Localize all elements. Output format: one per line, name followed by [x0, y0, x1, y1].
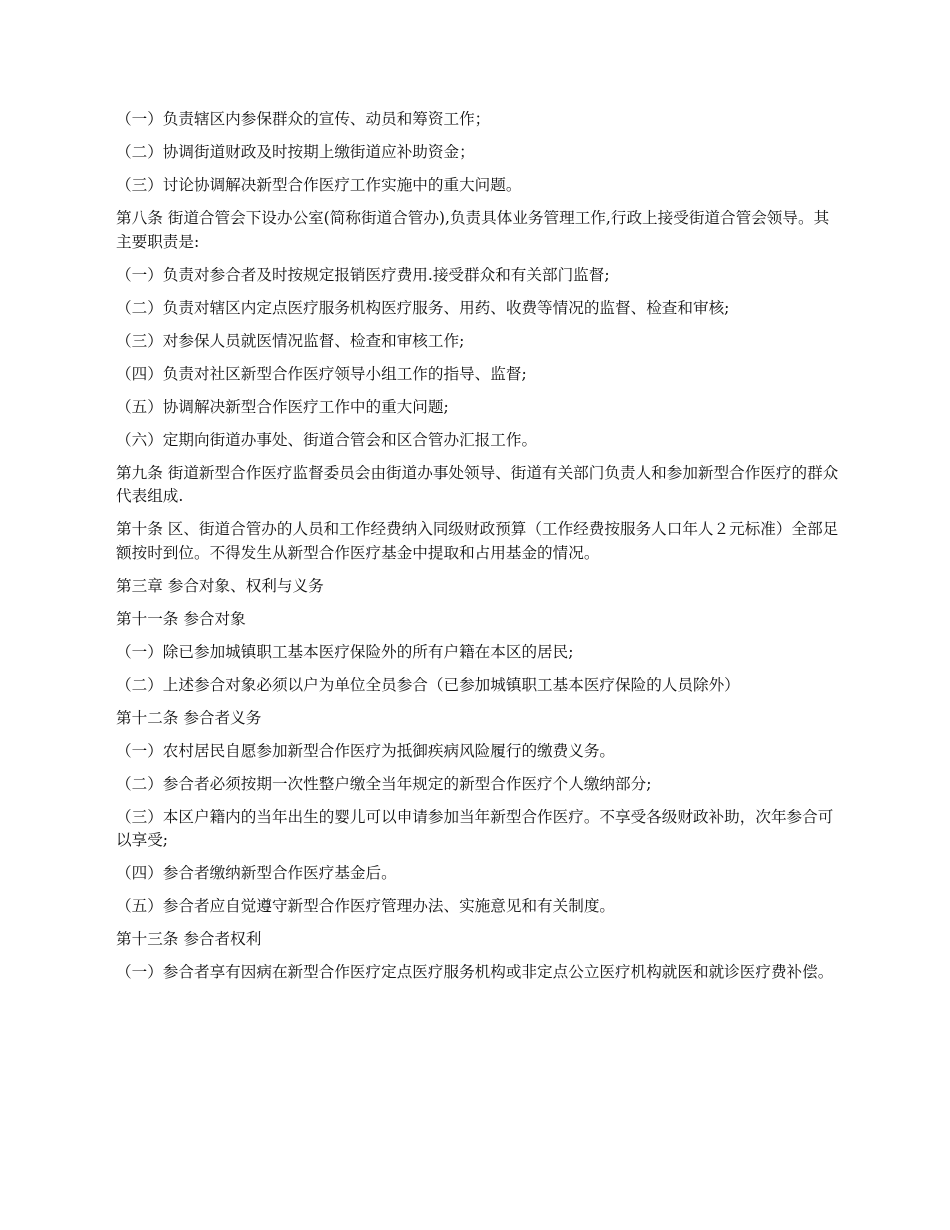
article-heading: 第八条 街道合管会下设办公室(简称街道合管办),负责具体业务管理工作,行政上接受街道合管会领导。其主要职责是: — [116, 209, 830, 251]
article-heading: 第十条 区、街道合管办的人员和工作经费纳入同级财政预算（工作经费按服务人口年人２元标准）全部足额按时到位。不得发生从新型合作医疗基金中提取和占用基金的情况。 — [116, 520, 839, 562]
paragraph: （二）参合者必须按期一次性整户缴全当年规定的新型合作医疗个人缴纳部分; — [116, 774, 652, 793]
paragraph: （四）参合者缴纳新型合作医疗基金后。 — [116, 864, 397, 882]
chapter-heading: 第三章 参合对象、权利与义务 — [116, 576, 324, 595]
paragraph: （二）负责对辖区内定点医疗服务机构医疗服务、用药、收费等情况的监督、检查和审核; — [116, 298, 730, 317]
paragraph: （三）对参保人员就医情况监督、检查和审核工作; — [116, 331, 465, 350]
paragraph: （三）讨论协调解决新型合作医疗工作实施中的重大问题。 — [116, 176, 522, 194]
paragraph: （一）参合者享有因病在新型合作医疗定点医疗服务机构或非定点公立医疗机构就医和就诊医疗费补偿。 — [116, 963, 834, 981]
paragraph: （一）农村居民自愿参加新型合作医疗为抵御疾病风险履行的缴费义务。 — [116, 741, 616, 760]
paragraph: （一）负责对参合者及时按规定报销医疗费用.接受群众和有关部门监督; — [116, 265, 610, 284]
article-heading: 第十三条 参合者权利 — [116, 930, 262, 948]
article-heading: 第十一条 参合对象 — [116, 609, 246, 628]
paragraph: （三）本区户籍内的当年出生的婴儿可以申请参加当年新型合作医疗。不享受各级财政补助，次年参合可以享受; — [116, 807, 834, 849]
paragraph: （一）除已参加城镇职工基本医疗保险外的所有户籍在本区的居民; — [116, 642, 574, 661]
paragraph: （一）负责辖区内参保群众的宣传、动员和筹资工作； — [116, 110, 491, 128]
article-heading: 第九条 街道新型合作医疗监督委员会由街道办事处领导、街道有关部门负责人和参加新型合作医疗的群众代表组成. — [116, 463, 839, 505]
paragraph: （二）上述参合对象必须以户为单位全员参合（已参加城镇职工基本医疗保险的人员除外） — [116, 675, 740, 694]
paragraph: （二）协调街道财政及时按期上缴街道应补助资金； — [116, 143, 475, 161]
document-body — [116, 108, 842, 994]
paragraph: （六）定期向街道办事处、街道合管会和区合管办汇报工作。 — [116, 430, 538, 449]
article-heading: 第十二条 参合者义务 — [116, 708, 262, 727]
paragraph: （五）参合者应自觉遵守新型合作医疗管理办法、实施意见和有关制度。 — [116, 897, 616, 915]
paragraph: （五）协调解决新型合作医疗工作中的重大问题; — [116, 397, 449, 416]
paragraph: （四）负责对社区新型合作医疗领导小组工作的指导、监督; — [116, 364, 527, 383]
